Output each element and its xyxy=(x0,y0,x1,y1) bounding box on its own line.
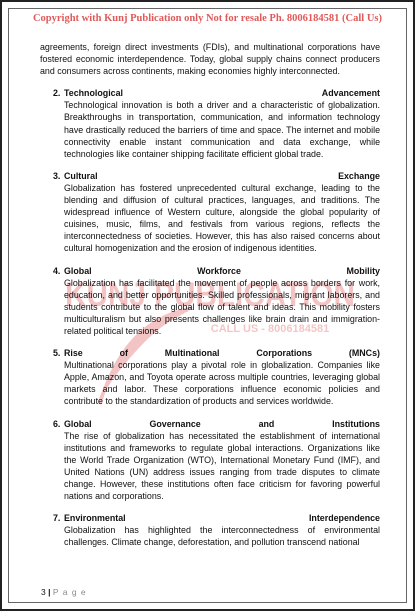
item-body: The rise of globalization has necessitated the establishment of international institutions and frameworks to regulate global interactions. Organizations like the World Trade Organization (WTO), International Monetary Fund (IMF), and United Nations (UN) address issues ranging from trade disputes to climate change. However, these institutions often face criticism for favoring powerful nations and corporations. xyxy=(64,430,380,502)
item-number: 6. xyxy=(53,418,61,429)
heading-word: (MNCs) xyxy=(348,348,380,359)
heading-word: Cultural xyxy=(64,170,98,181)
heading-word: Governance xyxy=(149,418,201,429)
heading-word: Environmental xyxy=(64,513,126,524)
heading-word: Exchange xyxy=(338,170,380,181)
heading-word: and xyxy=(258,418,275,429)
heading-word: Rise xyxy=(64,348,83,359)
page-footer xyxy=(41,587,87,597)
item-heading xyxy=(64,418,380,430)
page-label: P a g e xyxy=(52,587,87,597)
item-heading xyxy=(64,87,380,99)
list-item xyxy=(40,265,380,338)
heading-word: Advancement xyxy=(321,88,380,99)
item-number: 4. xyxy=(53,265,61,276)
item-number: 5. xyxy=(53,348,61,359)
item-body: Globalization has facilitated the movement of people across borders for work, education, and better opportunities. Skilled professionals, migrant laborers, and students contribute to the global flow of talent and ideas. This mobility fosters multiculturalism but also presents challenges like brain drain and immigration-related political tensions. xyxy=(64,277,380,336)
heading-word: Mobility xyxy=(346,265,380,276)
heading-word: Multinational xyxy=(164,348,220,359)
list-item xyxy=(40,512,380,548)
list-item xyxy=(40,347,380,407)
item-body: Globalization has highlighted the interconnectedness of environmental challenges. Climate change, deforestation, and pollution transcend national xyxy=(64,525,380,548)
list-item xyxy=(40,170,380,255)
item-number: 2. xyxy=(53,88,61,99)
item-body: Technological innovation is both a driver and a characteristic of globalization. Breakthroughs in transportation, communication, and information technology have drastically reduced the barriers of time and space. The internet and mobile connectivity enable instant communication and data exchange, while technologies like container shipping facilitate efficient global trade. xyxy=(64,100,380,159)
item-number: 3. xyxy=(53,170,61,181)
list-item xyxy=(40,87,380,160)
item-heading xyxy=(64,512,380,524)
heading-word: Workforce xyxy=(197,265,241,276)
heading-word: Institutions xyxy=(332,418,380,429)
numbered-list xyxy=(40,87,380,548)
item-body: Multinational corporations play a pivotal role in globalization. Companies like Apple, Amazon, and Toyota operate across multiple countries, leveraging global markets and labor. These corporations influence economic policies and contribute to the standardization of products and services worldwide. xyxy=(64,360,380,407)
heading-word: Global xyxy=(64,265,92,276)
item-body: Globalization has fostered unprecedented cultural exchange, leading to the blending and diffusion of cultural practices, languages, and traditions. The widespread influence of Western culture, alongside the global popularity of cuisines, music, films, and festivals from various regions, reflects the interconnectedness of societies. However, this has also raised concerns about cultural homogenization and the erosion of indigenous identities. xyxy=(64,182,380,254)
heading-word: Global xyxy=(64,418,92,429)
heading-word: Interdependence xyxy=(308,513,380,524)
item-heading xyxy=(64,265,380,277)
list-item xyxy=(40,418,380,503)
page-content xyxy=(40,41,380,548)
heading-word: of xyxy=(119,348,128,359)
heading-word: Corporations xyxy=(256,348,313,359)
footer-separator: | xyxy=(48,587,51,597)
watermark-call-text: CALL US - 8006184581 xyxy=(210,323,330,335)
item-heading xyxy=(64,347,380,359)
heading-word: Technological xyxy=(64,88,124,99)
item-number: 7. xyxy=(53,513,61,524)
intro-paragraph: agreements, foreign direct investments (FDIs), and multinational corporations have fostered economic interdependence. Today, global supply chains connect producers and consumers across continents, making economies highly interconnected. xyxy=(40,42,380,77)
item-heading xyxy=(64,170,380,182)
watermark-logo-text: KUNJ PUBLICATION xyxy=(65,276,355,314)
page-number: 3 xyxy=(41,587,46,597)
copyright-header: Copyright with Kunj Publication only Not for resale Ph. 8006184581 (Call Us) xyxy=(32,13,383,24)
